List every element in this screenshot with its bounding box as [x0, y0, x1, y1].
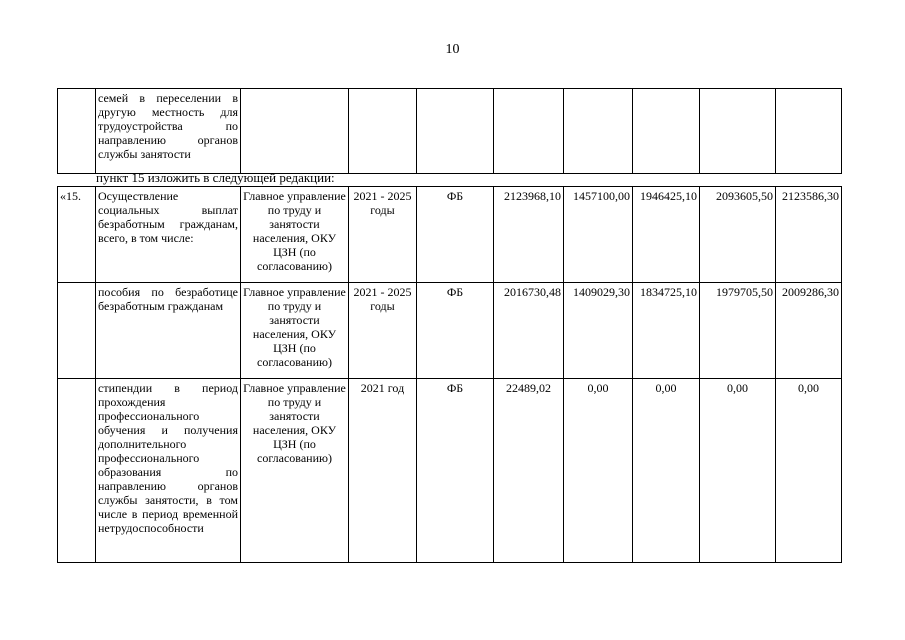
table-row [58, 187, 842, 283]
intro-text: пункт 15 изложить в следующей редакции: [96, 170, 335, 185]
value-cell: 1834725,10 [633, 283, 700, 379]
value-cell: 0,00 [564, 379, 633, 563]
value-cell: 1457100,00 [564, 187, 633, 283]
page-number: 10 [445, 42, 460, 57]
value-cell: 2093605,50 [700, 187, 776, 283]
value-cell: 1409029,30 [564, 283, 633, 379]
source-cell: ФБ [417, 187, 494, 283]
table-row [58, 379, 842, 563]
num-cell: «15. [58, 187, 96, 283]
value-cell: 2016730,48 [494, 283, 564, 379]
value-cell [633, 89, 700, 174]
desc-cell: пособия по безработице безработным гражданам [96, 283, 241, 379]
source-cell: ФБ [417, 379, 494, 563]
value-cell: 0,00 [633, 379, 700, 563]
exec-cell [241, 89, 349, 174]
value-cell: 22489,02 [494, 379, 564, 563]
num-cell [58, 89, 96, 174]
source-cell: ФБ [417, 283, 494, 379]
main-table [57, 186, 842, 563]
value-cell: 2123586,30 [776, 187, 842, 283]
period-cell: 2021 - 2025 годы [349, 187, 417, 283]
value-cell: 2009286,30 [776, 283, 842, 379]
value-cell: 0,00 [700, 379, 776, 563]
exec-cell: Главное управление по труду и занятости населения, ОКУ ЦЗН (по согласованию) [241, 187, 349, 283]
table-row [58, 283, 842, 379]
period-cell [349, 89, 417, 174]
period-cell: 2021 год [349, 379, 417, 563]
source-cell [417, 89, 494, 174]
value-cell: 0,00 [776, 379, 842, 563]
value-cell: 1946425,10 [633, 187, 700, 283]
desc-cell: Осуществление социальных выплат безработным гражданам, всего, в том числе: [96, 187, 241, 283]
desc-cell: стипендии в период прохождения профессионального обучения и получения дополнительного профессионального образования по направлению органов службы занятости, в том числе в период временной нетрудоспособности [96, 379, 241, 563]
value-cell [776, 89, 842, 174]
exec-cell: Главное управление по труду и занятости населения, ОКУ ЦЗН (по согласованию) [241, 283, 349, 379]
value-cell: 2123968,10 [494, 187, 564, 283]
value-cell [700, 89, 776, 174]
exec-cell: Главное управление по труду и занятости населения, ОКУ ЦЗН (по согласованию) [241, 379, 349, 563]
value-cell [494, 89, 564, 174]
period-cell: 2021 - 2025 годы [349, 283, 417, 379]
num-cell [58, 283, 96, 379]
num-cell [58, 379, 96, 563]
continuation-table [57, 88, 842, 174]
value-cell: 1979705,50 [700, 283, 776, 379]
desc-cell: семей в переселении в другую местность для трудоустройства по направлению органов службы занятости [96, 89, 241, 174]
table-row [58, 89, 842, 174]
value-cell [564, 89, 633, 174]
